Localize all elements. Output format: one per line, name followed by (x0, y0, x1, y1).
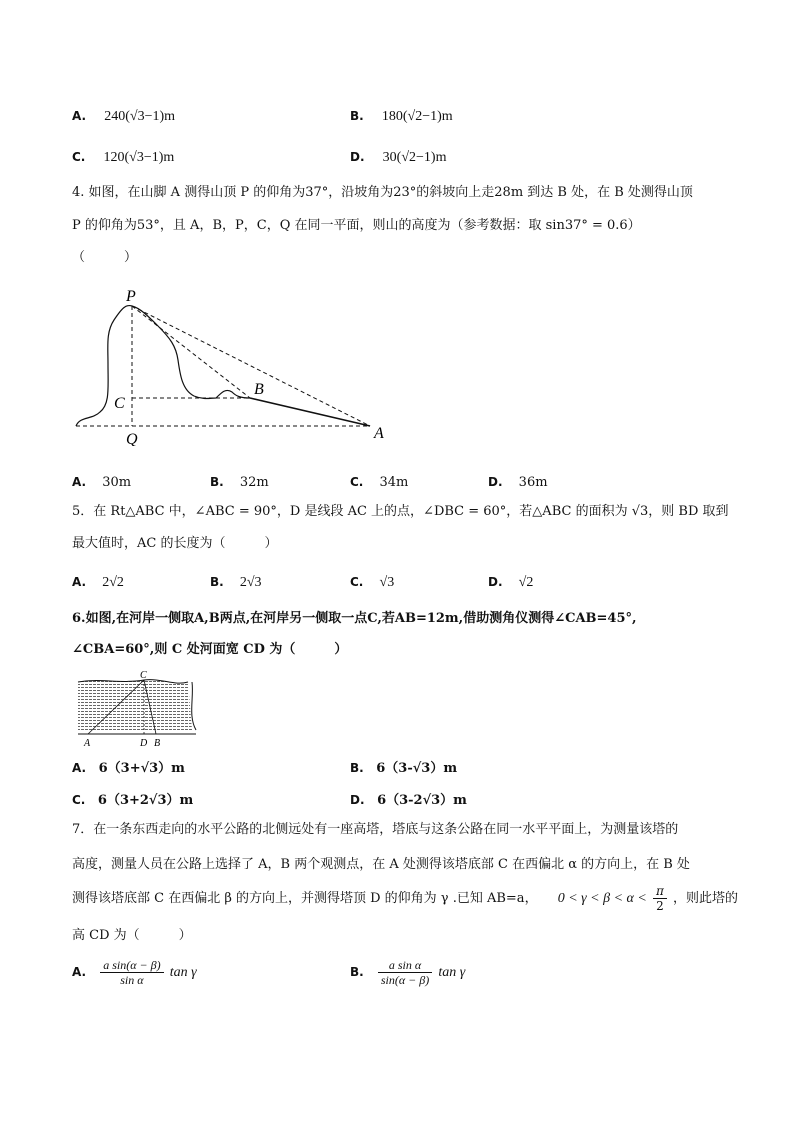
q6-river-figure (70, 668, 200, 750)
q6-stem-line-1: 6.如图,在河岸一侧取A,B两点,在河岸另一侧取一点C,若AB=12m,借助测角仪测得∠CAB=45°, (72, 611, 637, 626)
option-text: 2√2 (102, 575, 124, 590)
option-label: B. (350, 965, 364, 979)
option-label: D. (350, 793, 365, 807)
option-label: A. (72, 761, 87, 775)
option-text: √3 (379, 575, 395, 590)
fraction-numerator: a sin α (378, 958, 432, 973)
label-d: D (140, 738, 148, 749)
q3-option-a (72, 106, 175, 127)
fraction-numerator: a sin(α − β) (100, 958, 163, 973)
option-label: B. (210, 475, 224, 489)
slope-ba (250, 398, 370, 426)
q3-option-c (72, 147, 174, 168)
option-fraction (378, 958, 432, 987)
option-text: 6（3+√3）m (98, 761, 185, 776)
option-text: 32m (239, 475, 269, 490)
option-label: C. (350, 475, 364, 489)
q4-stem-line-1: 4. 如图，在山脚 A 测得山顶 P 的仰角为37°，沿坡角为23°的斜坡向上走28m 到达 B 处，在 B 处测得山顶 (72, 185, 693, 200)
q7-inequality: 0 < γ < β < α < (557, 891, 647, 906)
q7-option-a (72, 958, 197, 987)
q5-option-d (488, 572, 533, 593)
option-label: C. (350, 575, 364, 589)
q5-option-b (210, 572, 262, 593)
q3-option-b (350, 106, 453, 127)
option-text: 6（3+2√3）m (97, 793, 194, 808)
option-label: C. (72, 150, 86, 164)
q5-stem-line-2: 最大值时，AC 的长度为（ ） (72, 536, 278, 551)
fraction-denominator: 2 (656, 899, 664, 913)
option-text: 6（3-√3）m (376, 761, 458, 776)
label-q: Q (126, 431, 138, 446)
label-a: A (84, 738, 91, 749)
option-label: B. (210, 575, 224, 589)
option-text: 6（3-2√3）m (377, 793, 467, 808)
q4-option-c (350, 472, 408, 493)
q6-option-d (350, 790, 467, 811)
option-text: 2√3 (239, 575, 262, 590)
q4-stem-line-3: （ ） (72, 250, 138, 265)
option-text: 240(√3−1)m (104, 109, 176, 124)
q7-stem-line-1: 7．在一条东西走向的水平公路的北侧远处有一座高塔，塔底与这条公路在同一水平平面上，为测量该塔的 (72, 822, 679, 837)
q4-option-d (488, 472, 548, 493)
label-b: B (154, 738, 161, 749)
option-label: A. (72, 965, 87, 979)
q4-option-b (210, 472, 269, 493)
option-label: A. (72, 475, 87, 489)
option-label: B. (350, 761, 364, 775)
q5-option-c (350, 572, 394, 593)
option-label: A. (72, 575, 87, 589)
option-label: B. (350, 109, 364, 123)
q7-stem-line-4: 高 CD 为（ ） (72, 928, 192, 943)
option-label: A. (72, 109, 87, 123)
q5-option-a (72, 572, 124, 593)
option-text: 30(√2−1)m (382, 150, 447, 165)
q5-stem-line-1: 5．在 Rt△ABC 中，∠ABC = 90°，D 是线段 AC 上的点，∠DBC = 60°，若△ABC 的面积为 √3，则 BD 取到 (72, 504, 729, 519)
q7-line3-text: 测得该塔底部 C 在西偏北 β 的方向上，并测得塔顶 D 的仰角为 γ .已知 AB=a， (72, 891, 538, 906)
line-pb (132, 306, 250, 398)
option-fraction (100, 958, 163, 987)
q7-option-b (350, 958, 465, 987)
option-text: 180(√2−1)m (381, 109, 453, 124)
option-tail: tan γ (169, 965, 197, 980)
q7-line3-tail: ，则此塔的 (673, 891, 739, 906)
option-text: 120(√3−1)m (103, 150, 175, 165)
river-water (78, 680, 192, 730)
option-text: √2 (518, 575, 534, 590)
q4-mountain-figure (70, 284, 390, 446)
q6-option-c (72, 790, 193, 811)
q7-pi-over-2 (653, 884, 667, 913)
q4-stem-line-2: P 的仰角为53°，且 A，B，P，C，Q 在同一平面，则山的高度为（参考数据：取 sin37° = 0.6） (72, 218, 641, 233)
q7-stem-line-2: 高度，测量人员在公路上选择了 A，B 两个观测点，在 A 处测得该塔底部 C 在西偏北 α 的方向上，在 B 处 (72, 857, 690, 872)
bank-right (192, 682, 196, 730)
fraction-denominator: sin(α − β) (380, 973, 430, 987)
option-label: C. (72, 793, 86, 807)
q7-stem-line-3 (72, 884, 738, 913)
fraction-numerator: π (653, 884, 667, 899)
line-pa (132, 306, 370, 426)
label-a: A (374, 425, 384, 442)
label-c: C (114, 395, 125, 412)
option-text: 30m (102, 475, 132, 490)
option-label: D. (350, 150, 365, 164)
option-text: 34m (379, 475, 409, 490)
option-label: D. (488, 575, 503, 589)
mountain-outline (76, 306, 250, 426)
option-text: 36m (518, 475, 548, 490)
q6-option-a (72, 758, 185, 779)
q4-option-a (72, 472, 131, 493)
q6-stem-line-2: ∠CBA=60°,则 C 处河面宽 CD 为（ ） (72, 642, 348, 657)
option-tail: tan γ (438, 965, 466, 980)
label-c: C (140, 670, 147, 681)
q3-option-d (350, 147, 446, 168)
fraction-denominator: sin α (120, 973, 144, 987)
label-b: B (254, 381, 264, 398)
q6-option-b (350, 758, 457, 779)
option-label: D. (488, 475, 503, 489)
label-p: P (126, 288, 136, 305)
